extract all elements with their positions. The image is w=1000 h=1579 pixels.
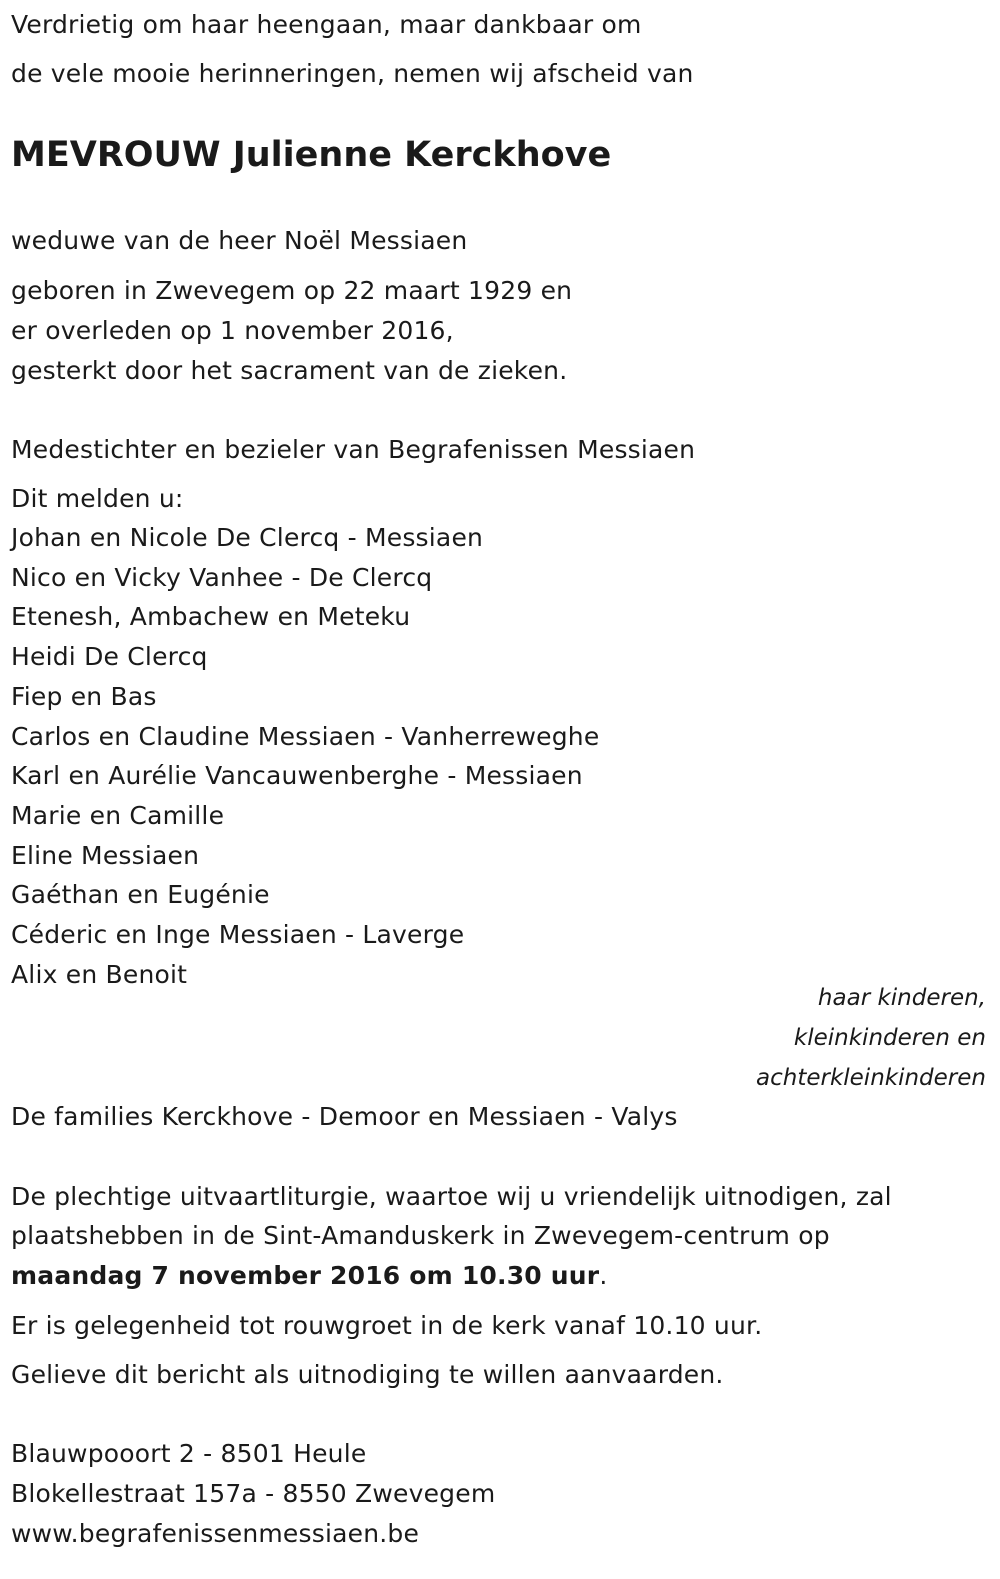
family-member: Carlos en Claudine Messiaen - Vanherreweghe: [11, 722, 600, 751]
family-member: Céderic en Inge Messiaen - Laverge: [11, 920, 465, 949]
family-member: Marie en Camille: [11, 801, 225, 830]
relation-line-1: haar kinderen,: [817, 985, 986, 1011]
widow-line: weduwe van de heer Noël Messiaen: [11, 226, 468, 255]
life-line-2: er overleden op 1 november 2016,: [11, 316, 454, 345]
families-line: De families Kerckhove - Demoor en Messiaen - Valys: [11, 1102, 678, 1131]
invitation-line: Gelieve dit bericht als uitnodiging te willen aanvaarden.: [11, 1360, 724, 1389]
relation-line-3: achterkleinkinderen: [756, 1065, 986, 1091]
address-line-1: Blauwpooort 2 - 8501 Heule: [11, 1439, 367, 1468]
relation-line-2: kleinkinderen en: [793, 1025, 986, 1051]
funeral-date-end: .: [599, 1261, 608, 1290]
intro-line-1: Verdrietig om haar heengaan, maar dankbaar om: [11, 10, 642, 39]
intro-line-2: de vele mooie herinneringen, nemen wij afscheid van: [11, 59, 694, 88]
announce-label: Dit melden u:: [11, 484, 184, 513]
life-line-3: gesterkt door het sacrament van de zieken.: [11, 356, 568, 385]
founder-line: Medestichter en bezieler van Begrafenissen Messiaen: [11, 435, 696, 464]
family-member: Heidi De Clercq: [11, 642, 208, 671]
condolence-line: Er is gelegenheid tot rouwgroet in de kerk vanaf 10.10 uur.: [11, 1311, 763, 1340]
funeral-date: maandag 7 november 2016 om 10.30 uur: [11, 1261, 600, 1290]
family-member: Johan en Nicole De Clercq - Messiaen: [11, 523, 484, 552]
address-line-2: Blokellestraat 157a - 8550 Zwevegem: [11, 1479, 496, 1508]
family-member: Karl en Aurélie Vancauwenberghe - Messiaen: [11, 761, 583, 790]
family-member: Nico en Vicky Vanhee - De Clercq: [11, 563, 433, 592]
funeral-line-2: plaatshebben in de Sint-Amanduskerk in Zwevegem-centrum op: [11, 1221, 830, 1250]
family-member: Gaéthan en Eugénie: [11, 880, 270, 909]
family-member: Fiep en Bas: [11, 682, 157, 711]
life-line-1: geboren in Zwevegem op 22 maart 1929 en: [11, 276, 573, 305]
family-member: Etenesh, Ambachew en Meteku: [11, 602, 411, 631]
family-member: Alix en Benoit: [11, 960, 188, 989]
deceased-name: MEVROUW Julienne Kerckhove: [11, 135, 612, 175]
website-line: www.begrafenissenmessiaen.be: [11, 1519, 420, 1548]
family-member: Eline Messiaen: [11, 841, 200, 870]
funeral-date-line: [11, 1260, 607, 1292]
funeral-line-1: De plechtige uitvaartliturgie, waartoe wij u vriendelijk uitnodigen, zal: [11, 1182, 892, 1211]
